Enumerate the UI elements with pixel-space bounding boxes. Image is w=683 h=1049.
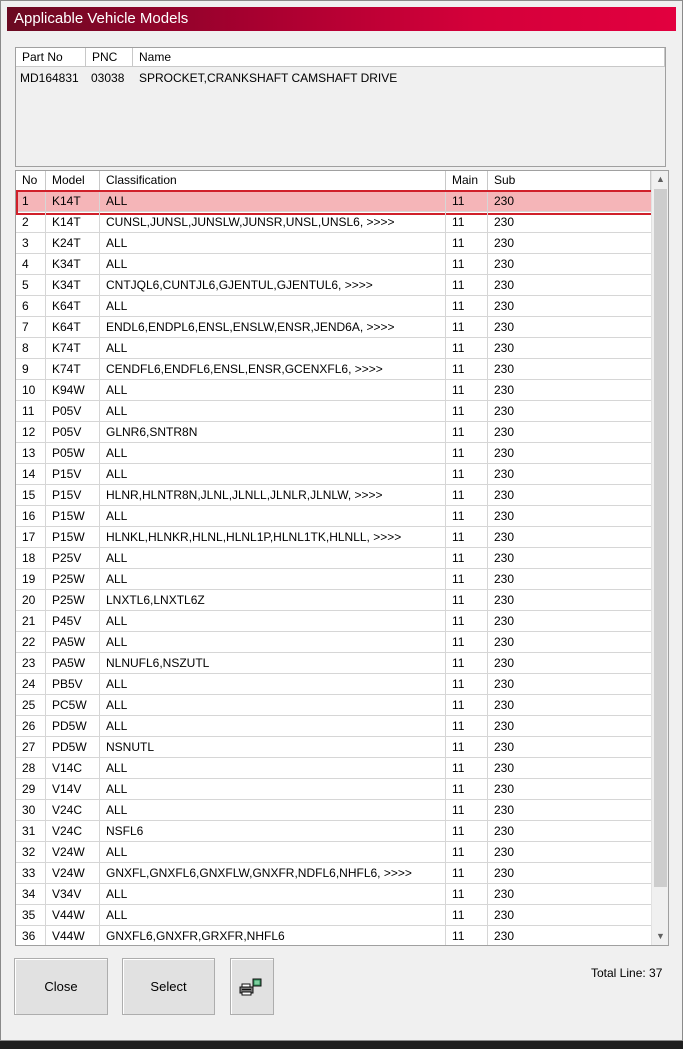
cell-sub: 230 <box>494 467 515 481</box>
cell-sub: 230 <box>494 656 515 670</box>
cell-no: 1 <box>16 191 46 211</box>
cell-model: P45V <box>46 611 100 631</box>
table-row[interactable] <box>16 464 651 485</box>
cell-sub: 230 <box>494 278 515 292</box>
cell-main: 11 <box>446 548 488 568</box>
cell-classification: ALL <box>100 884 446 904</box>
cell-main: 11 <box>446 905 488 925</box>
cell-main: 11 <box>446 422 488 442</box>
cell-classification: GNXFL6,GNXFR,GRXFR,NHFL6 <box>100 926 446 946</box>
taskbar-strip <box>0 1041 683 1049</box>
cell-model: K34T <box>46 275 100 295</box>
cell-no: 26 <box>16 716 46 736</box>
cell-model: K74T <box>46 338 100 358</box>
cell-no: 14 <box>16 464 46 484</box>
cell-main: 11 <box>446 653 488 673</box>
table-row[interactable] <box>16 212 651 233</box>
table-row[interactable] <box>16 653 651 674</box>
cell-model: V14V <box>46 779 100 799</box>
table-row[interactable] <box>16 821 651 842</box>
cell-main: 11 <box>446 884 488 904</box>
cell-main: 11 <box>446 569 488 589</box>
table-row[interactable] <box>16 317 651 338</box>
cell-no: 8 <box>16 338 46 358</box>
cell-classification: ALL <box>100 233 446 253</box>
cell-sub: 230 <box>494 929 515 943</box>
cell-no: 30 <box>16 800 46 820</box>
cell-main: 11 <box>446 821 488 841</box>
cell-classification: ALL <box>100 191 446 211</box>
cell-model: P25W <box>46 590 100 610</box>
cell-sub: 230 <box>494 530 515 544</box>
table-row[interactable] <box>16 569 651 590</box>
table-row[interactable] <box>16 233 651 254</box>
vertical-scrollbar[interactable] <box>651 171 668 945</box>
part-info-table <box>15 47 666 167</box>
cell-classification: NLNUFL6,NSZUTL <box>100 653 446 673</box>
table-row[interactable] <box>16 338 651 359</box>
cell-main: 11 <box>446 212 488 232</box>
cell-model: P05W <box>46 443 100 463</box>
cell-no: 22 <box>16 632 46 652</box>
cell-model: V34V <box>46 884 100 904</box>
header-name[interactable]: Name <box>133 48 665 67</box>
cell-sub: 230 <box>494 236 515 250</box>
cell-main: 11 <box>446 296 488 316</box>
cell-main: 11 <box>446 863 488 883</box>
table-row[interactable] <box>16 380 651 401</box>
window-title: Applicable Vehicle Models <box>7 7 676 31</box>
cell-classification: GLNR6,SNTR8N <box>100 422 446 442</box>
table-row[interactable] <box>16 359 651 380</box>
cell-no: 28 <box>16 758 46 778</box>
cell-classification: ALL <box>100 758 446 778</box>
cell-no: 24 <box>16 674 46 694</box>
cell-classification: NSFL6 <box>100 821 446 841</box>
cell-model: P15W <box>46 506 100 526</box>
cell-model: PD5W <box>46 716 100 736</box>
cell-sub: 230 <box>494 215 515 229</box>
cell-no: 19 <box>16 569 46 589</box>
total-line-label: Total Line: 37 <box>591 966 663 980</box>
cell-model: P05V <box>46 422 100 442</box>
cell-sub: 230 <box>494 509 515 523</box>
table-row[interactable] <box>16 842 651 863</box>
cell-classification: GNXFL,GNXFL6,GNXFLW,GNXFR,NDFL6,NHFL6, >>>> <box>100 863 446 883</box>
cell-sub: 230 <box>494 635 515 649</box>
cell-no: 5 <box>16 275 46 295</box>
cell-sub: 230 <box>494 320 515 334</box>
cell-model: K14T <box>46 212 100 232</box>
cell-no: 3 <box>16 233 46 253</box>
cell-no: 10 <box>16 380 46 400</box>
cell-sub: 230 <box>494 593 515 607</box>
cell-main: 11 <box>446 275 488 295</box>
cell-no: 29 <box>16 779 46 799</box>
cell-classification: ALL <box>100 611 446 631</box>
cell-model: PD5W <box>46 737 100 757</box>
cell-sub: 230 <box>494 782 515 796</box>
cell-no: 17 <box>16 527 46 547</box>
table-body <box>16 191 651 946</box>
cell-main: 11 <box>446 842 488 862</box>
table-row[interactable] <box>16 254 651 275</box>
cell-main: 11 <box>446 380 488 400</box>
cell-no: 7 <box>16 317 46 337</box>
cell-model: V44W <box>46 905 100 925</box>
cell-main: 11 <box>446 485 488 505</box>
cell-no: 16 <box>16 506 46 526</box>
table-row[interactable] <box>16 905 651 926</box>
cell-no: 31 <box>16 821 46 841</box>
table-row[interactable] <box>16 401 651 422</box>
cell-sub: 230 <box>494 698 515 712</box>
cell-classification: HLNKL,HLNKR,HLNL,HLNL1P,HLNL1TK,HLNLL, >>>> <box>100 527 446 547</box>
cell-sub: 230 <box>494 887 515 901</box>
cell-sub: 230 <box>494 908 515 922</box>
table-row[interactable] <box>16 422 651 443</box>
cell-main: 11 <box>446 464 488 484</box>
table-row[interactable] <box>16 716 651 737</box>
cell-sub: 230 <box>494 446 515 460</box>
cell-sub: 230 <box>494 551 515 565</box>
scroll-down-icon[interactable]: ▼ <box>656 931 665 941</box>
cell-no: 25 <box>16 695 46 715</box>
cell-main: 11 <box>446 317 488 337</box>
cell-sub: 230 <box>494 761 515 775</box>
header-classification[interactable]: Classification <box>100 171 446 191</box>
cell-no: 23 <box>16 653 46 673</box>
header-main[interactable]: Main <box>446 171 488 191</box>
cell-main: 11 <box>446 233 488 253</box>
cell-model: PC5W <box>46 695 100 715</box>
cell-no: 27 <box>16 737 46 757</box>
cell-classification: ALL <box>100 800 446 820</box>
cell-model: K74T <box>46 359 100 379</box>
header-sub[interactable]: Sub <box>488 171 651 191</box>
cell-classification: ALL <box>100 548 446 568</box>
cell-main: 11 <box>446 758 488 778</box>
cell-no: 15 <box>16 485 46 505</box>
cell-classification: ALL <box>100 695 446 715</box>
table-row[interactable] <box>16 779 651 800</box>
close-button[interactable]: Close <box>14 958 108 1015</box>
table-row[interactable] <box>16 275 651 296</box>
table-row[interactable] <box>16 800 651 821</box>
cell-model: PA5W <box>46 653 100 673</box>
cell-model: K94W <box>46 380 100 400</box>
cell-no: 9 <box>16 359 46 379</box>
table-row[interactable] <box>16 443 651 464</box>
cell-classification: ALL <box>100 674 446 694</box>
cell-model: K14T <box>46 191 100 211</box>
table-row[interactable] <box>16 863 651 884</box>
header-part-no[interactable]: Part No <box>16 48 86 67</box>
cell-classification: ALL <box>100 716 446 736</box>
cell-no: 6 <box>16 296 46 316</box>
cell-main: 11 <box>446 800 488 820</box>
cell-no: 4 <box>16 254 46 274</box>
cell-model: P15V <box>46 485 100 505</box>
cell-main: 11 <box>446 926 488 946</box>
cell-sub: 230 <box>494 425 515 439</box>
cell-main: 11 <box>446 779 488 799</box>
cell-no: 20 <box>16 590 46 610</box>
cell-main: 11 <box>446 695 488 715</box>
cell-sub: 230 <box>494 362 515 376</box>
cell-classification: ALL <box>100 338 446 358</box>
cell-model: P15W <box>46 527 100 547</box>
table-row[interactable] <box>16 695 651 716</box>
cell-main: 11 <box>446 359 488 379</box>
cell-main: 11 <box>446 611 488 631</box>
cell-classification: CNTJQL6,CUNTJL6,GJENTUL,GJENTUL6, >>>> <box>100 275 446 295</box>
part-name-value[interactable]: SPROCKET,CRANKSHAFT CAMSHAFT DRIVE <box>139 71 398 85</box>
cell-main: 11 <box>446 338 488 358</box>
table-row[interactable] <box>16 296 651 317</box>
cell-no: 13 <box>16 443 46 463</box>
scroll-up-icon[interactable]: ▲ <box>656 174 665 184</box>
table-row[interactable] <box>16 548 651 569</box>
header-model[interactable]: Model <box>46 171 100 191</box>
cell-sub: 230 <box>494 845 515 859</box>
cell-classification: ALL <box>100 296 446 316</box>
cell-no: 11 <box>16 401 46 421</box>
cell-model: V24C <box>46 821 100 841</box>
cell-no: 12 <box>16 422 46 442</box>
cell-main: 11 <box>446 674 488 694</box>
cell-model: P25W <box>46 569 100 589</box>
table-row[interactable] <box>16 527 651 548</box>
cell-model: V44W <box>46 926 100 946</box>
cell-classification: ALL <box>100 569 446 589</box>
table-row[interactable] <box>16 506 651 527</box>
cell-sub: 230 <box>494 614 515 628</box>
table-row[interactable] <box>16 758 651 779</box>
cell-sub: 230 <box>494 194 515 208</box>
cell-no: 21 <box>16 611 46 631</box>
cell-no: 34 <box>16 884 46 904</box>
cell-classification: ALL <box>100 401 446 421</box>
cell-classification: ALL <box>100 380 446 400</box>
cell-model: V24C <box>46 800 100 820</box>
cell-model: K34T <box>46 254 100 274</box>
printer-icon <box>239 978 263 996</box>
cell-no: 33 <box>16 863 46 883</box>
cell-sub: 230 <box>494 824 515 838</box>
cell-classification: ALL <box>100 254 446 274</box>
cell-model: K64T <box>46 317 100 337</box>
print-button[interactable] <box>230 958 274 1015</box>
table-row[interactable] <box>16 926 651 946</box>
cell-model: PB5V <box>46 674 100 694</box>
cell-classification: LNXTL6,LNXTL6Z <box>100 590 446 610</box>
table-row[interactable] <box>16 884 651 905</box>
cell-classification: CENDFL6,ENDFL6,ENSL,ENSR,GCENXFL6, >>>> <box>100 359 446 379</box>
table-row[interactable] <box>16 590 651 611</box>
cell-model: V14C <box>46 758 100 778</box>
cell-classification: ALL <box>100 506 446 526</box>
cell-main: 11 <box>446 191 488 211</box>
cell-model: PA5W <box>46 632 100 652</box>
cell-classification: ENDL6,ENDPL6,ENSL,ENSLW,ENSR,JEND6A, >>>> <box>100 317 446 337</box>
cell-sub: 230 <box>494 803 515 817</box>
table-row[interactable] <box>16 737 651 758</box>
table-row[interactable] <box>16 611 651 632</box>
cell-main: 11 <box>446 716 488 736</box>
cell-model: P05V <box>46 401 100 421</box>
vehicle-models-table <box>15 170 669 946</box>
cell-sub: 230 <box>494 341 515 355</box>
cell-main: 11 <box>446 590 488 610</box>
table-row[interactable] <box>16 632 651 653</box>
cell-classification: ALL <box>100 632 446 652</box>
cell-no: 36 <box>16 926 46 946</box>
cell-main: 11 <box>446 632 488 652</box>
header-no[interactable]: No <box>16 171 46 191</box>
cell-no: 35 <box>16 905 46 925</box>
cell-classification: NSNUTL <box>100 737 446 757</box>
cell-sub: 230 <box>494 404 515 418</box>
cell-sub: 230 <box>494 719 515 733</box>
cell-sub: 230 <box>494 866 515 880</box>
cell-main: 11 <box>446 506 488 526</box>
select-button[interactable]: Select <box>122 958 215 1015</box>
cell-classification: ALL <box>100 443 446 463</box>
pnc-value[interactable]: 03038 <box>91 71 125 85</box>
cell-model: P15V <box>46 464 100 484</box>
cell-main: 11 <box>446 527 488 547</box>
cell-model: K64T <box>46 296 100 316</box>
header-pnc[interactable]: PNC <box>86 48 133 67</box>
cell-sub: 230 <box>494 383 515 397</box>
cell-main: 11 <box>446 737 488 757</box>
cell-sub: 230 <box>494 677 515 691</box>
cell-model: P25V <box>46 548 100 568</box>
cell-main: 11 <box>446 401 488 421</box>
cell-model: V24W <box>46 842 100 862</box>
cell-sub: 230 <box>494 488 515 502</box>
cell-classification: ALL <box>100 464 446 484</box>
table-row[interactable] <box>16 674 651 695</box>
cell-sub: 230 <box>494 257 515 271</box>
cell-no: 32 <box>16 842 46 862</box>
cell-classification: ALL <box>100 779 446 799</box>
cell-classification: HLNR,HLNTR8N,JLNL,JLNLL,JLNLR,JLNLW, >>>> <box>100 485 446 505</box>
table-row[interactable] <box>16 191 651 212</box>
scroll-thumb[interactable] <box>654 189 667 887</box>
cell-sub: 230 <box>494 572 515 586</box>
table-row[interactable] <box>16 485 651 506</box>
cell-sub: 230 <box>494 299 515 313</box>
cell-main: 11 <box>446 443 488 463</box>
cell-classification: CUNSL,JUNSL,JUNSLW,JUNSR,UNSL,UNSL6, >>>> <box>100 212 446 232</box>
part-no-value[interactable]: MD164831 <box>20 71 79 85</box>
cell-model: V24W <box>46 863 100 883</box>
cell-main: 11 <box>446 254 488 274</box>
cell-classification: ALL <box>100 905 446 925</box>
cell-no: 18 <box>16 548 46 568</box>
cell-sub: 230 <box>494 740 515 754</box>
cell-model: K24T <box>46 233 100 253</box>
cell-classification: ALL <box>100 842 446 862</box>
cell-no: 2 <box>16 212 46 232</box>
